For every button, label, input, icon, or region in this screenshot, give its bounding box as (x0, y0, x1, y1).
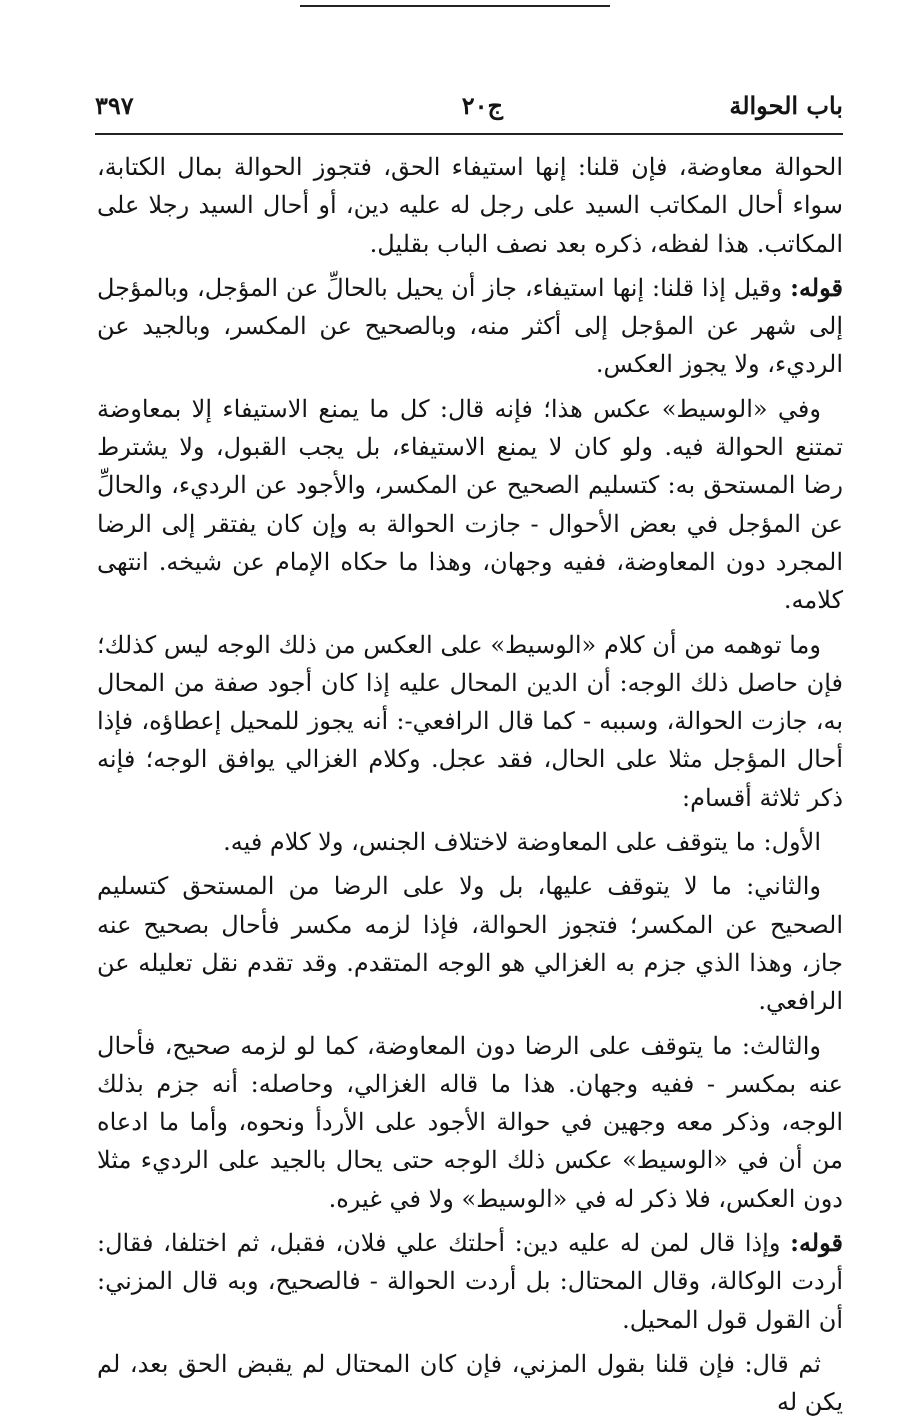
paragraph-text: وإذا قال لمن له عليه دين: أحلتك علي فلان، فقبل، ثم اختلفا، فقال: أردت الوكالة، وقال المحتال: بل أردت الحوالة - فالصحيح، وبه قال المزني: أن القول قول المحيل. (97, 1229, 843, 1334)
paragraph-text: والثالث: ما يتوقف على الرضا دون المعاوضة، كما لو لزمه صحيح، فأحال عنه بمكسر - ففيه وجهان. هذا ما قاله الغزالي، وحاصله: أنه جزم بذلك الوجه، وذكر معه وجهين في حوالة الأجود على الأردأ ونحوه، وأما ما ادعاه من أن في «الوسيط» عكس ذلك الوجه حتى يحال بالجيد على الرديء مثلا دون العكس، فلا ذكر له في «الوسيط» ولا في غيره. (97, 1031, 843, 1213)
paragraph-6 (97, 867, 843, 1020)
volume-label: ج٢٠ (461, 91, 503, 120)
paragraph-text: والثاني: ما لا يتوقف عليها، بل ولا على الرضا من المستحق كتسليم الصحيح عن المكسر؛ فتجوز الحوالة، فإذا لزمه مكسر فأحال بصحيح عنه جاز، وهذا الذي جزم به الغزالي هو الوجه المتقدم. وقد تقدم نقل تعليله عن الرافعي. (97, 872, 843, 1016)
paragraph-lead: قوله: (790, 1228, 843, 1258)
paragraph-3 (97, 390, 843, 620)
paragraph-2 (97, 269, 843, 384)
chapter-title: باب الحوالة (729, 91, 843, 120)
paragraph-8 (97, 1224, 843, 1339)
top-edge-rule (300, 5, 610, 7)
paragraph-text: ثم قال: فإن قلنا بقول المزني، فإن كان المحتال لم يقبض الحق بعد، لم يكن له (97, 1349, 843, 1417)
paragraph-9 (97, 1345, 843, 1422)
page-body (97, 148, 843, 1428)
page-number: ٣٩٧ (95, 91, 134, 120)
paragraph-4 (97, 626, 843, 817)
paragraph-text: الأول: ما يتوقف على المعاوضة لاختلاف الجنس، ولا كلام فيه. (223, 828, 821, 857)
paragraph-5 (97, 823, 843, 861)
paragraph-text: وفي «الوسيط» عكس هذا؛ فإنه قال: كل ما يمنع الاستيفاء إلا بمعاوضة تمتنع الحوالة فيه. ولو كان لا يمنع الاستيفاء، بل يجب القبول، ولا يشترط رضا المستحق به: كتسليم الصحيح عن المكسر، والأجود عن الرديء، والحالِّ عن المؤجل في بعض الأحوال - جازت الحوالة به وإن كان يفتقر إلى الرضا المجرد دون المعاوضة، ففيه وجهان، وهذا ما حكاه الإمام عن شيخه. انتهى كلامه. (97, 394, 843, 615)
header-rule (95, 133, 843, 135)
running-header (95, 88, 843, 128)
paragraph-text: وقيل إذا قلنا: إنها استيفاء، جاز أن يحيل بالحالِّ عن المؤجل، وبالمؤجل إلى شهر عن المؤجل إلى أكثر منه، وبالصحيح عن المكسر، وبالجيد عن الرديء، ولا يجوز العكس. (97, 273, 843, 379)
paragraph-7 (97, 1027, 843, 1218)
paragraph-text: وما توهمه من أن كلام «الوسيط» على العكس من ذلك الوجه ليس كذلك؛ فإن حاصل ذلك الوجه: أن الدين المحال عليه إذا كان أجود صفة من المحال به، جازت الحوالة، وسببه - كما قال الرافعي-: أنه يجوز للمحيل إعطاؤه، فإذا أحال المؤجل مثلا على الحال، فقد عجل. وكلام الغزالي يوافق الوجه؛ فإنه ذكر ثلاثة أقسام: (97, 630, 843, 812)
paragraph-text: الحوالة معاوضة، فإن قلنا: إنها استيفاء الحق، فتجوز الحوالة بمال الكتابة، سواء أحال المكاتب السيد على رجل له عليه دين، أو أحال السيد رجلا على المكاتب. هذا لفظه، ذكره بعد نصف الباب بقليل. (97, 153, 843, 258)
paragraph-1 (97, 148, 843, 263)
paragraph-lead: قوله: (790, 272, 843, 302)
